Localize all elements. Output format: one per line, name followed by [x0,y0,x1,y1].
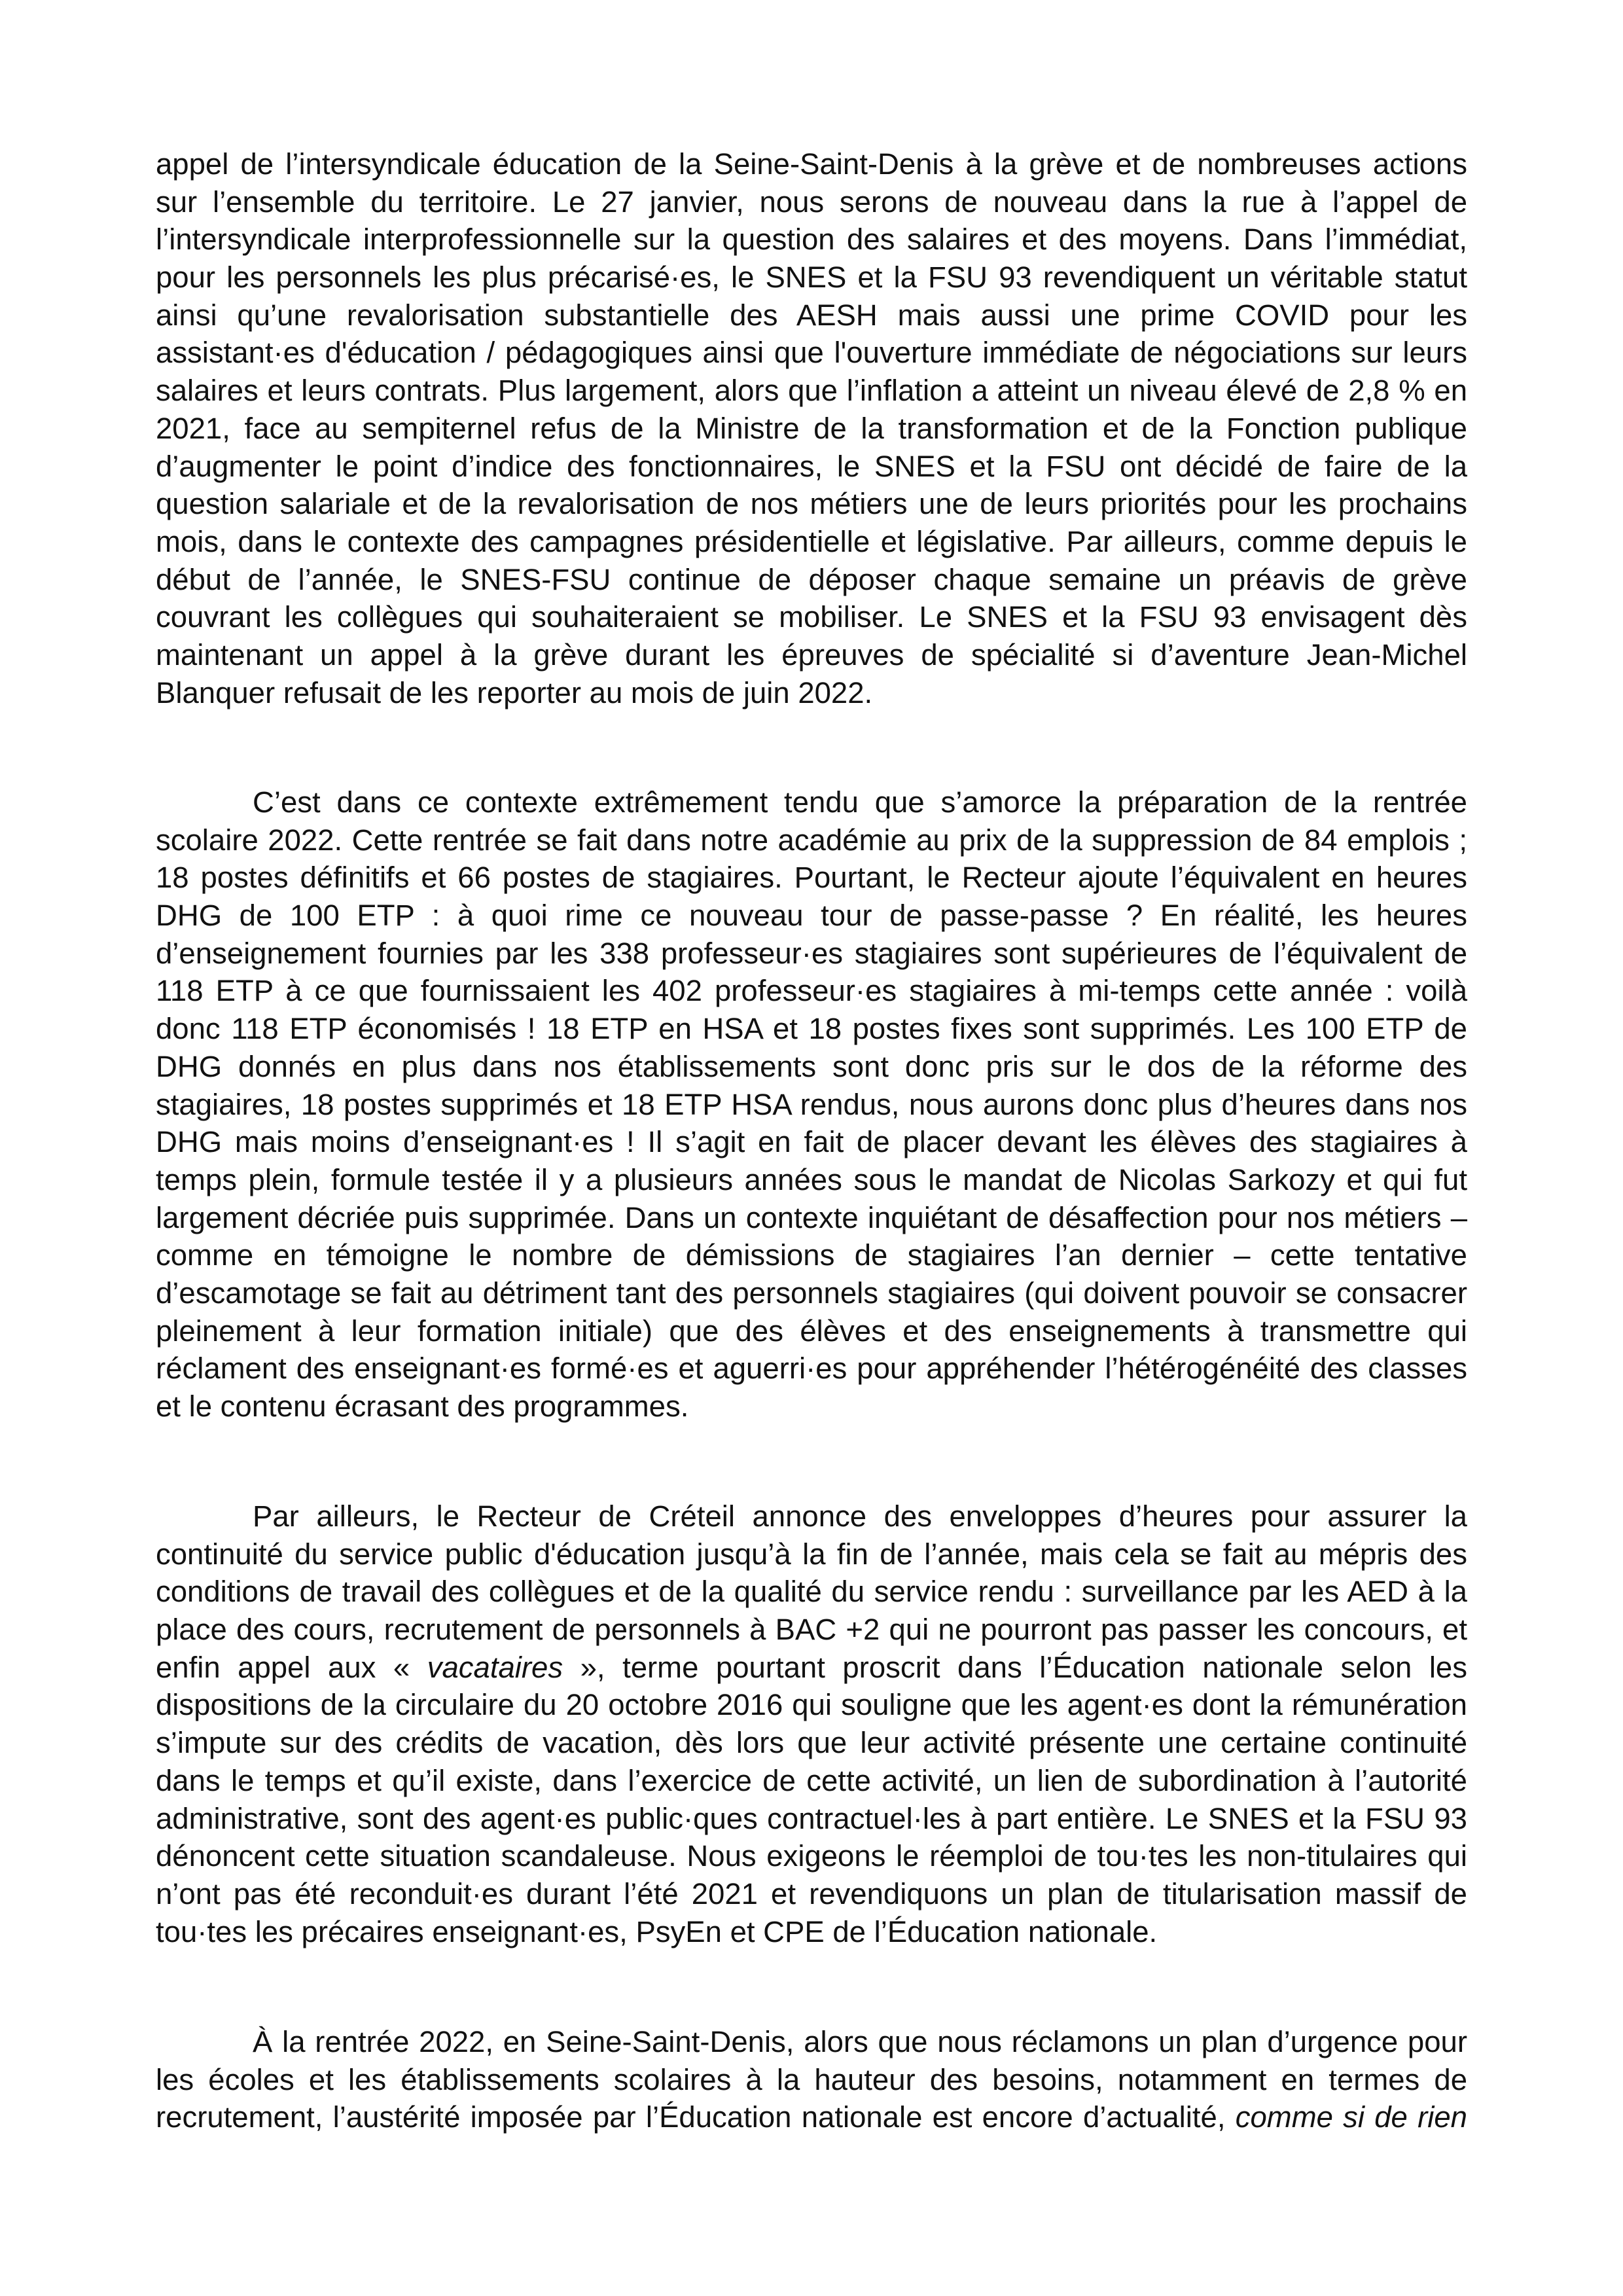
text-line: d’escamotage se fait au détriment tant des personnels stagiaires (qui doivent pouvoir se consacrer [156,1276,1467,1310]
italic-text: comme si de rien [1235,2100,1467,2134]
text-line: sur l’ensemble du territoire. Le 27 janvier, nous serons de nouveau dans la rue à l’appel de [156,185,1467,219]
text-line: DHG donnés en plus dans nos établissements sont donc pris sur le dos de la réforme des [156,1049,1467,1083]
paragraph-vacataires [156,1498,1467,1950]
text-line: donc 118 ETP économisés ! 18 ETP en HSA et 18 postes fixes sont supprimés. Les 100 ETP de [156,1012,1467,1046]
text-line: maintenant un appel à la grève durant les épreuves de spécialité si d’aventure Jean-Michel [156,637,1467,672]
text-line: les écoles et les établissements scolaires à la hauteur des besoins, notamment en termes de [156,2062,1467,2096]
text-line [156,1649,1467,1687]
italic-text: vacataires [427,1650,563,1684]
text-line: n’ont pas été reconduit·es durant l’été 2021 et revendiquons un plan de titularisation massif de [156,1876,1467,1910]
text-line: d’enseignement fournies par les 338 professeur·es stagiaires sont supérieures de l’équivalent de [156,936,1467,970]
paragraph-rentree-2022-preparation [156,783,1467,1426]
text-line: pour les personnels les plus précarisé·es, le SNES et la FSU 93 revendiquent un véritable statut [156,260,1467,295]
text-line: salaires et leurs contrats. Plus largement, alors que l’inflation a atteint un niveau élevé de 2,8 % en [156,374,1467,408]
paragraph-austerity [156,2023,1467,2136]
text-line: scolaire 2022. Cette rentrée se fait dans notre académie au prix de la suppression de 84 emplois ; [156,823,1467,857]
text-line: Blanquer refusait de les reporter au mois de juin 2022. [156,675,873,709]
text-line: temps plein, formule testée il y a plusieurs années sous le mandat de Nicolas Sarkozy et qui fut [156,1162,1467,1196]
text-line: question salariale et de la revalorisation de nos métiers une de leurs priorités pour les prochains [156,487,1467,521]
text-line: ainsi qu’une revalorisation substantielle des AESH mais aussi une prime COVID pour les [156,298,1467,332]
text-line: DHG de 100 ETP : à quoi rime ce nouveau tour de passe-passe ? En réalité, les heures [156,899,1467,933]
text-line: administrative, sont des agent·es public·ques contractuel·les à part entière. Le SNES et la FSU 93 [156,1801,1467,1835]
text-line: 2021, face au sempiternel refus de la Ministre de la transformation et de la Fonction publique [156,411,1467,445]
text-line: 18 postes définitifs et 66 postes de stagiaires. Pourtant, le Recteur ajoute l’équivalent en heures [156,861,1467,895]
text-line: dans le temps et qu’il existe, dans l’exercice de cette activité, un lien de subordination à l’autorité [156,1763,1467,1797]
paragraph-strike-context [156,145,1467,711]
text-line: mois, dans le contexte des campagnes présidentielle et législative. Par ailleurs, comme depuis le [156,524,1467,558]
text-line: pleinement à leur formation initiale) que des élèves et des enseignements à transmettre qui [156,1314,1467,1348]
text-line: début de l’année, le SNES-FSU continue de déposer chaque semaine un préavis de grève [156,562,1467,596]
text-line: appel de l’intersyndicale éducation de la Seine-Saint-Denis à la grève et de nombreuses actions [156,147,1467,181]
text-line: l’intersyndicale interprofessionnelle sur la question des salaires et des moyens. Dans l’immédiat, [156,223,1467,257]
text-line: Par ailleurs, le Recteur de Créteil annonce des enveloppes d’heures pour assurer la [253,1499,1467,1533]
text-line: d’augmenter le point d’indice des fonctionnaires, le SNES et la FSU ont décidé de faire de la [156,449,1467,483]
text-line: C’est dans ce contexte extrêmement tendu que s’amorce la préparation de la rentrée [253,785,1467,819]
text-line: couvrant les collègues qui souhaiteraient se mobiliser. Le SNES et la FSU 93 envisagent dès [156,600,1467,634]
text-line: dispositions de la circulaire du 20 octobre 2016 qui souligne que les agent·es dont la rémunération [156,1688,1467,1722]
text-line: dénoncent cette situation scandaleuse. Nous exigeons le réemploi de tou·tes les non-titulaires qui [156,1839,1467,1873]
text-line: conditions de travail des collègues et de la qualité du service rendu : surveillance par les AED à la [156,1575,1467,1609]
text-line: stagiaires, 18 postes supprimés et 18 ETP HSA rendus, nous aurons donc plus d’heures dans nos [156,1087,1467,1121]
text-line: s’impute sur des crédits de vacation, dès lors que leur activité présente une certaine continuité [156,1726,1467,1760]
text-line: DHG mais moins d’enseignant·es ! Il s’agit en fait de placer devant les élèves des stagiaires à [156,1125,1467,1159]
text-segment: enfin appel aux « [156,1650,427,1684]
text-segment: », terme pourtant proscrit dans l’Éducation nationale selon les [563,1650,1467,1684]
text-segment: recrutement, l’austérité imposée par l’Éducation nationale est encore d’actualité, [156,2100,1236,2134]
text-line: tou·tes les précaires enseignant·es, PsyEn et CPE de l’Éducation nationale. [156,1914,1158,1948]
text-line: place des cours, recrutement de personnels à BAC +2 qui ne pourront pas passer les concours, et [156,1613,1467,1647]
text-line: À la rentrée 2022, en Seine-Saint-Denis, alors que nous réclamons un plan d’urgence pour [253,2025,1467,2058]
text-line: comme en témoigne le nombre de démissions de stagiaires l’an dernier – cette tentative [156,1238,1467,1272]
text-line: continuité du service public d'éducation jusqu’à la fin de l’année, mais cela se fait au mépris des [156,1537,1467,1571]
text-line: et le contenu écrasant des programmes. [156,1390,689,1423]
text-line: assistant·es d'éducation / pédagogiques ainsi que l'ouverture immédiate de négociations sur leurs [156,336,1467,370]
text-line: réclament des enseignant·es formé·es et aguerri·es pour appréhender l’hétérogénéité des classes [156,1352,1467,1386]
text-line: largement décriée puis supprimée. Dans un contexte inquiétant de désaffection pour nos métiers – [156,1200,1467,1234]
text-line [156,2098,1467,2136]
text-line: 118 ETP à ce que fournissaient les 402 professeur·es stagiaires à mi-temps cette année : voilà [156,974,1467,1008]
